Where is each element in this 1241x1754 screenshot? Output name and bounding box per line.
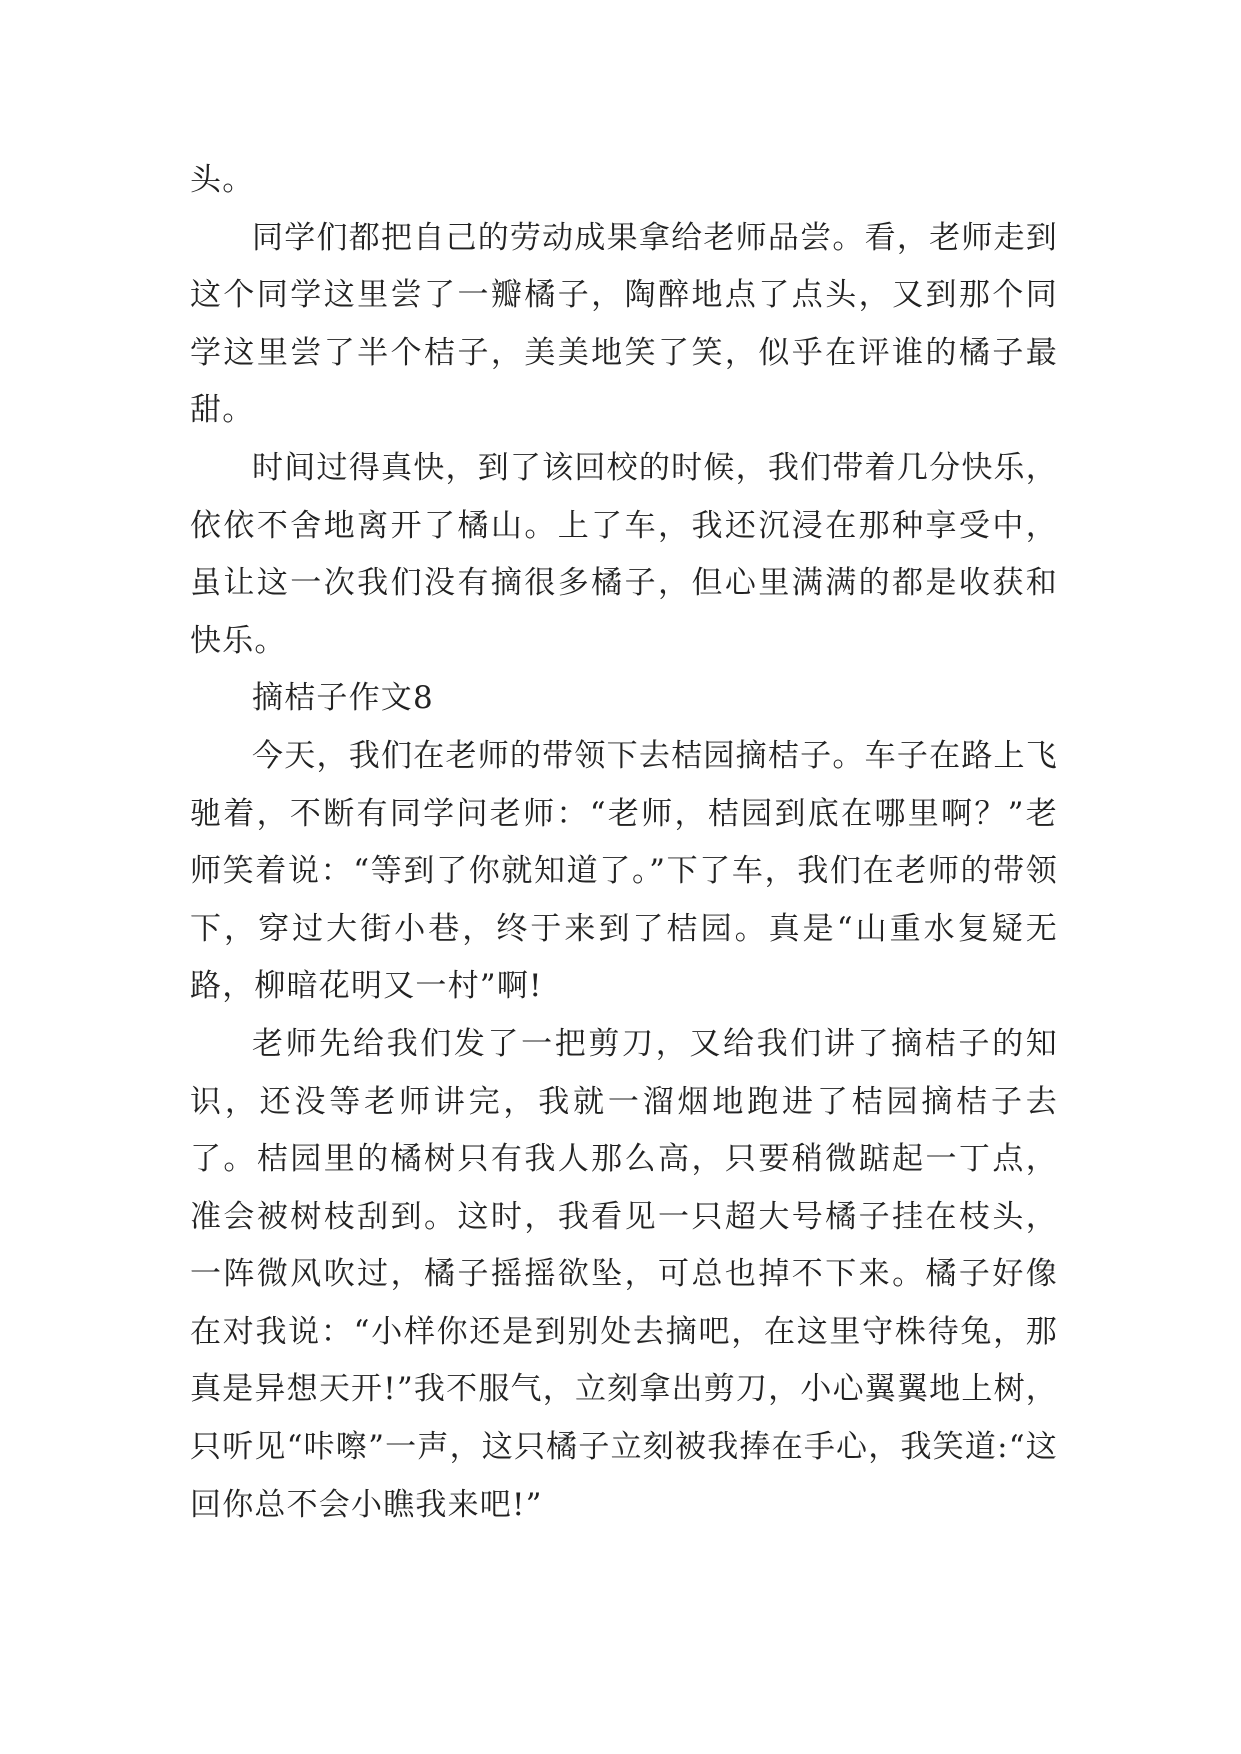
- paragraph-trip-to-orchard: 今天，我们在老师的带领下去桔园摘桔子。车子在路上飞驰着，不断有同学问老师：“老师，桔园到底在哪里啊？”老师笑着说：“等到了你就知道了。”下了车，我们在老师的带领下，穿过大街小巷，终于来到了桔园。真是“山重水复疑无路，柳暗花明又一村”啊!: [190, 737, 1058, 1005]
- essay-heading: 摘桔子作文8: [252, 680, 434, 717]
- paragraph-return-to-school: 时间过得真快，到了该回校的时候，我们带着几分快乐，依依不舍地离开了橘山。上了车，我还沉浸在那种享受中，虽让这一次我们没有摘很多橘子，但心里满满的都是收获和快乐。: [190, 449, 1058, 659]
- document-body: [190, 152, 1058, 1534]
- paragraph-continuation: 头。: [190, 162, 255, 198]
- paragraph-teacher-tasting: 同学们都把自己的劳动成果拿给老师品尝。看，老师走到这个同学这里尝了一瓣橘子，陶醉地点了点头，又到那个同学这里尝了半个桔子，美美地笑了笑，似乎在评谁的橘子最甜。: [190, 219, 1058, 429]
- paragraph-picking-oranges: 老师先给我们发了一把剪刀，又给我们讲了摘桔子的知识，还没等老师讲完，我就一溜烟地跑进了桔园摘桔子去了。桔园里的橘树只有我人那么高，只要稍微踮起一丁点，准会被树枝刮到。这时，我看见一只超大号橘子挂在枝头，一阵微风吹过，橘子摇摇欲坠，可总也掉不下来。橘子好像在对我说：“小样你还是到别处去摘吧，在这里守株待兔，那真是异想天开!”我不服气，立刻拿出剪刀，小心翼翼地上树，只听见“咔嚓”一声，这只橘子立刻被我捧在手心，我笑道:“这回你总不会小瞧我来吧!”: [190, 1025, 1058, 1523]
